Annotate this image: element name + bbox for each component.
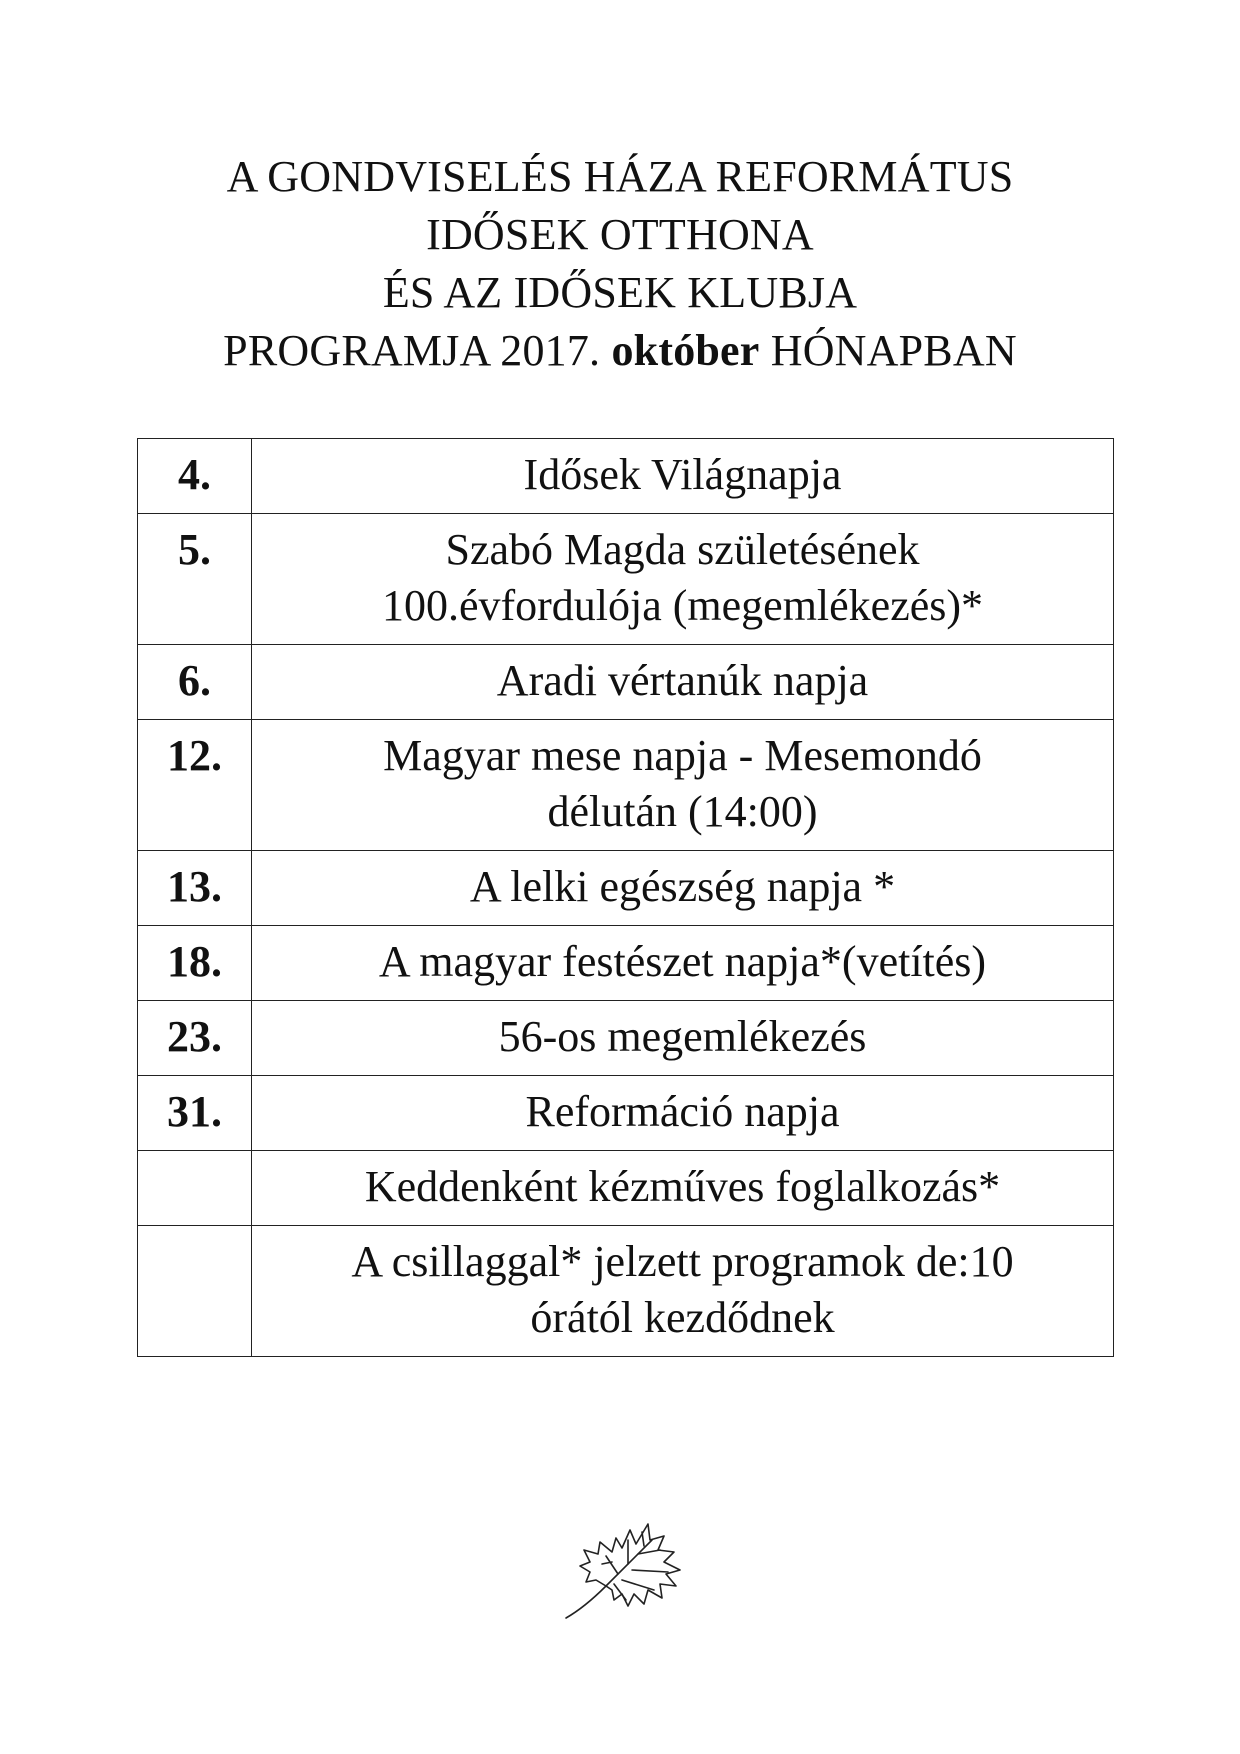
maple-leaf-icon — [556, 1500, 696, 1626]
program-row — [138, 1001, 1114, 1076]
heading-line-3: ÉS AZ IDŐSEK KLUBJA — [382, 268, 858, 317]
program-event — [252, 645, 1114, 720]
program-day: 12. — [138, 720, 252, 851]
program-row — [138, 1076, 1114, 1151]
heading-line-1: A GONDVISELÉS HÁZA REFORMÁTUS — [226, 152, 1014, 201]
program-event — [252, 1151, 1114, 1226]
program-row — [138, 645, 1114, 720]
program-event — [252, 1001, 1114, 1076]
program-event-line: Aradi vértanúk napja — [496, 656, 869, 705]
program-row — [138, 1151, 1114, 1226]
heading-month: október — [611, 326, 760, 375]
program-day: 23. — [138, 1001, 252, 1076]
program-event-line: A magyar festészet napja*(vetítés) — [378, 937, 987, 986]
program-day: 13. — [138, 851, 252, 926]
program-event — [252, 1226, 1114, 1357]
program-day: 5. — [138, 514, 252, 645]
program-event-line: Reformáció napja — [525, 1087, 840, 1136]
program-event-line: Idősek Világnapja — [523, 450, 842, 499]
program-row — [138, 851, 1114, 926]
heading-line-4 — [0, 322, 1240, 380]
program-event-line: A lelki egészség napja * — [469, 862, 896, 911]
heading-line-4-suffix: HÓNAPBAN — [759, 326, 1017, 375]
program-day: 31. — [138, 1076, 252, 1151]
program-event — [252, 1076, 1114, 1151]
program-event — [252, 851, 1114, 926]
program-row — [138, 439, 1114, 514]
program-row — [138, 926, 1114, 1001]
program-event — [252, 514, 1114, 645]
program-event-line: 100.évfordulója (megemlékezés)* — [381, 581, 984, 630]
program-row — [138, 1226, 1114, 1357]
program-event — [252, 439, 1114, 514]
program-event-line: Magyar mese napja - Mesemondó — [383, 731, 982, 780]
program-row — [138, 720, 1114, 851]
program-event-line: 56-os megemlékezés — [498, 1012, 867, 1061]
program-day: 6. — [138, 645, 252, 720]
program-day: 18. — [138, 926, 252, 1001]
program-event-line: órától kezdődnek — [530, 1293, 835, 1342]
program-day — [138, 1151, 252, 1226]
program-table — [137, 438, 1114, 1357]
program-heading — [0, 148, 1240, 380]
program-event-line: Keddenként kézműves foglalkozás* — [364, 1162, 1001, 1211]
program-event — [252, 720, 1114, 851]
program-table-body — [138, 439, 1114, 1357]
heading-line-4-prefix: PROGRAMJA 2017. — [223, 326, 612, 375]
program-row — [138, 514, 1114, 645]
program-day: 4. — [138, 439, 252, 514]
heading-line-2: IDŐSEK OTTHONA — [426, 210, 814, 259]
program-day — [138, 1226, 252, 1357]
program-event-line: délután (14:00) — [547, 787, 818, 836]
program-event-line: Szabó Magda születésének — [445, 525, 920, 574]
program-event-line: A csillaggal* jelzett programok de:10 — [351, 1237, 1014, 1286]
program-event — [252, 926, 1114, 1001]
